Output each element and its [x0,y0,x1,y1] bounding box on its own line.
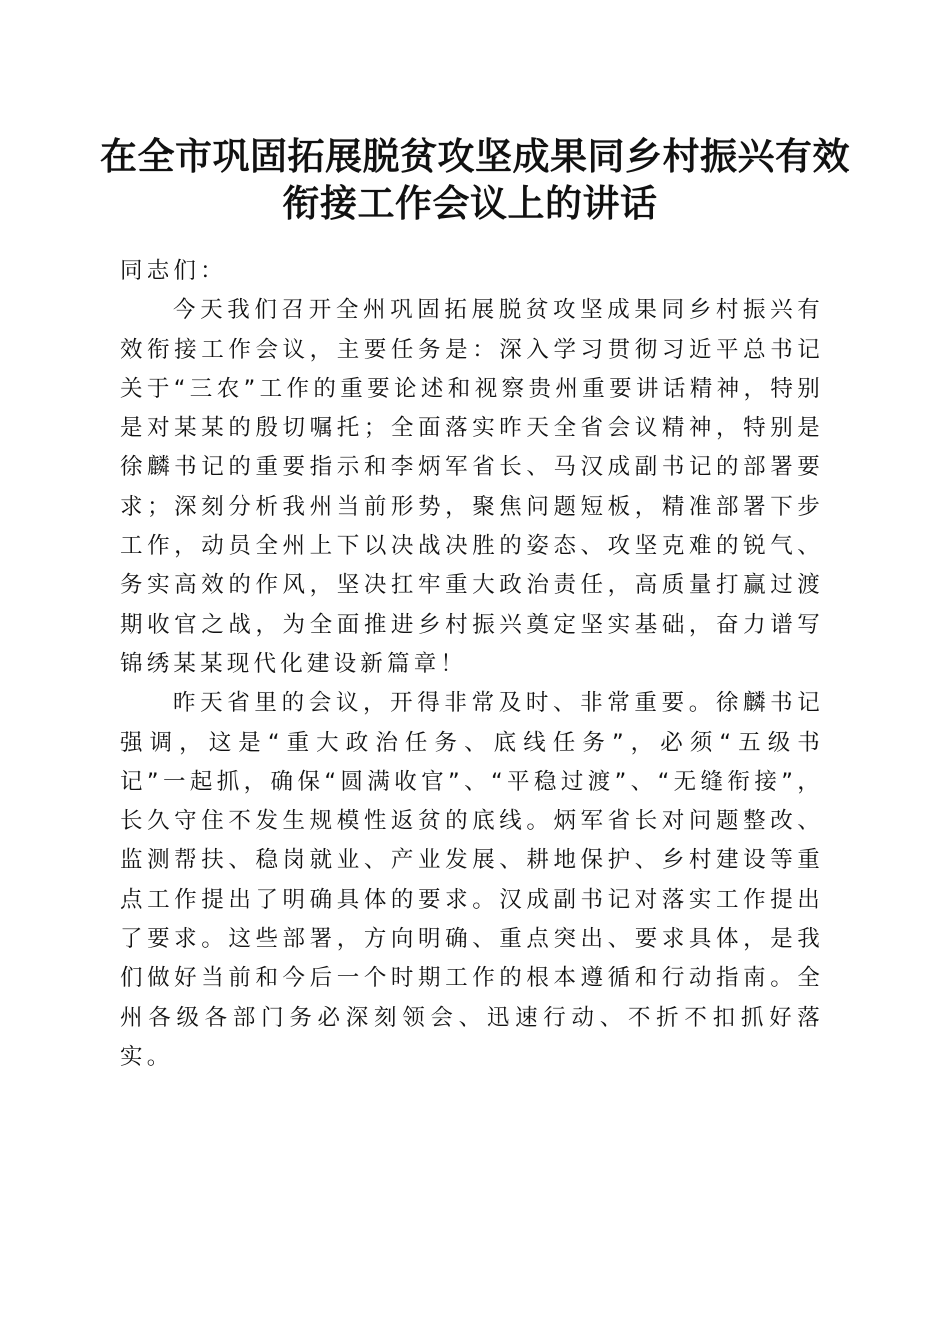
title-line-2: 衔接工作会议上的讲话 [282,181,658,225]
document-title [100,133,850,227]
salutation: 同志们： [120,258,227,284]
document-body [120,252,824,1077]
title-line-1: 在全市巩固拓展脱贫攻坚成果同乡村振兴有效 [100,134,850,178]
paragraph-2: 昨天省里的会议，开得非常及时、非常重要。徐麟书记强调，这是“重大政治任务、底线任务”，必须“五级书记”一起抓，确保“圆满收官”、“平稳过渡”、“无缝衔接”，长久守住不发生规模性返贫的底线。炳军省长对问题整改、监测帮扶、稳岗就业、产业发展、耕地保护、乡村建设等重点工作提出了明确具体的要求。汉成副书记对落实工作提出了要求。这些部署，方向明确、重点突出、要求具体，是我们做好当前和今后一个时期工作的根本遵循和行动指南。全州各级各部门务必深刻领会、迅速行动、不折不扣抓好落实。 [120,690,824,1070]
paragraph-1: 今天我们召开全州巩固拓展脱贫攻坚成果同乡村振兴有效衔接工作会议，主要任务是：深入学习贯彻习近平总书记关于“三农”工作的重要论述和视察贵州重要讲话精神，特别是对某某的殷切嘱托；全面落实昨天全省会议精神，特别是徐麟书记的重要指示和李炳军省长、马汉成副书记的部署要求；深刻分析我州当前形势，聚焦问题短板，精准部署下步工作，动员全州上下以决战决胜的姿态、攻坚克难的锐气、务实高效的作风，坚决扛牢重大政治责任，高质量打赢过渡期收官之战，为全面推进乡村振兴奠定坚实基础，奋力谱写锦绣某某现代化建设新篇章！ [120,297,824,677]
